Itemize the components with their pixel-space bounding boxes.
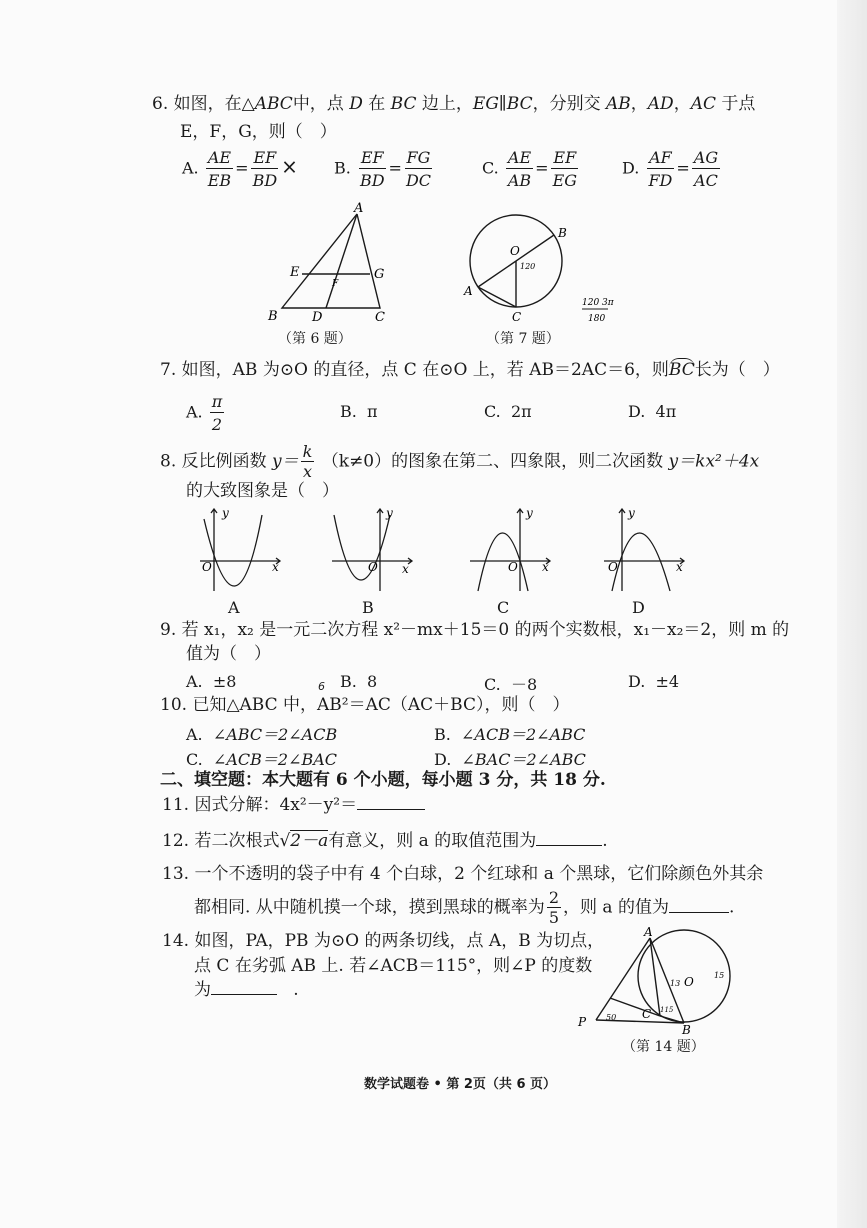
sqrt-icon: √: [279, 831, 291, 851]
svg-text:x: x: [542, 560, 549, 574]
cross-mark-icon: ×: [281, 154, 298, 179]
q8-stem-line1: 8. 反比例函数 y＝ $\frac{k}{x}$ （k≠0）的图象在第二、四象限，则二次函数 y＝kx²＋4x: [160, 442, 760, 481]
q8-stem-line2: 的大致图象是（ ）: [186, 481, 339, 501]
fig14-label-c: C: [642, 1007, 652, 1021]
q6-option-b[interactable]: B. $\frac{EF}{BD}$ = $\frac{FG}{DC}$: [334, 148, 432, 190]
fig7-label-o: O: [510, 244, 520, 258]
q8-graph-a-label: A: [228, 598, 240, 617]
fig6-label-g: G: [374, 267, 385, 282]
q11-stem: 11. 因式分解：4x²－y²＝: [162, 797, 425, 814]
q8-graph-a[interactable]: [196, 505, 286, 595]
fig6-label-c: C: [375, 310, 385, 325]
fig6-caption: （第 6 题）: [278, 331, 352, 347]
q10-option-b[interactable]: B. ∠ACB＝2∠ABC: [434, 725, 586, 744]
q9-stem-line2: 值为（ ）: [186, 644, 271, 664]
q10-stem: 10. 已知△ABC 中，AB²＝AC（AC＋BC），则（ ）: [160, 695, 570, 715]
svg-text:O: O: [368, 560, 378, 574]
svg-text:O: O: [202, 560, 212, 574]
fig7-label-b: B: [558, 226, 567, 240]
fig7-handnote-2: 180: [588, 314, 606, 324]
q8-graph-b[interactable]: [328, 505, 418, 595]
svg-text:y: y: [222, 506, 229, 520]
q8-graph-d[interactable]: [600, 505, 690, 595]
fig14-label-p: P: [578, 1015, 587, 1029]
q7-stem: 7. 如图，AB 为⊙O 的直径，点 C 在⊙O 上，若 AB＝2AC＝6，则BC长为（ ）: [160, 360, 780, 380]
q14-stem-line3: 为 .: [194, 980, 299, 1000]
q14-stem-line2: 点 C 在劣弧 AB 上. 若∠ACB＝115°，则∠P 的度数: [194, 956, 593, 976]
fig14-label-o: O: [684, 975, 694, 989]
figure-14-tangents: [574, 926, 754, 1036]
fig7-label-c: C: [512, 310, 522, 324]
q9-option-c[interactable]: C. －8: [484, 675, 538, 694]
fig6-label-e: E: [290, 265, 300, 280]
q6-stem-line2: E，F，G，则（ ）: [180, 122, 337, 142]
q10-handnote: 6: [318, 680, 325, 693]
q8-graph-b-label: B: [362, 598, 374, 617]
q13-stem-line2: 都相同. 从中随机摸一个球，摸到黑球的概率为 $\frac{2}{5}$ ，则 a 的值为 .: [194, 888, 735, 927]
figure-7-circle: [460, 205, 640, 330]
fig7-handnote-1: 120 3π: [582, 298, 614, 308]
q9-option-b[interactable]: B. 8: [340, 672, 378, 691]
svg-text:x: x: [402, 562, 409, 576]
q10-option-c[interactable]: C. ∠ACB＝2∠BAC: [186, 750, 338, 769]
q13-answer-blank[interactable]: [669, 912, 729, 913]
q12-stem: 12. 若二次根式√2－a有意义，则 a 的取值范围为 .: [162, 831, 608, 851]
q7-option-a[interactable]: A. $\frac{\pi}{2}$: [186, 392, 223, 434]
q6-stem-line1: 6. 如图，在△ABC中，点 D 在 BC 边上，EG∥BC，分别交 AB，AD，AC 于点: [152, 94, 756, 114]
svg-text:y: y: [526, 506, 533, 520]
q7-option-c[interactable]: C. 2π: [484, 402, 532, 421]
svg-text:y: y: [386, 506, 393, 520]
fig6-label-b: B: [268, 309, 278, 324]
q14-stem-line1: 14. 如图，PA，PB 为⊙O 的两条切线，点 A，B 为切点，: [162, 931, 605, 951]
svg-text:15: 15: [714, 971, 725, 980]
fig6-label-a: A: [354, 201, 364, 216]
svg-text:x: x: [272, 560, 279, 574]
fig6-label-d: D: [312, 310, 323, 325]
fig7-angle-note: 120: [520, 262, 536, 271]
svg-text:O: O: [508, 560, 518, 574]
q10-option-d[interactable]: D. ∠BAC＝2∠ABC: [434, 750, 586, 769]
page-edge-shadow: [837, 0, 867, 1228]
svg-text:O: O: [608, 560, 618, 574]
q9-stem-line1: 9. 若 x₁，x₂ 是一元二次方程 x²－mx＋15＝0 的两个实数根，x₁－x₂＝2，则 m 的: [160, 620, 790, 640]
section-2-title: 二、填空题：本大题有 6 个小题，每小题 3 分，共 18 分.: [160, 770, 606, 790]
fig7-label-a: A: [464, 284, 473, 298]
fig14-label-a: A: [644, 926, 653, 939]
q8-graph-c-label: C: [497, 598, 510, 617]
svg-text:x: x: [676, 560, 683, 574]
svg-text:13: 13: [670, 979, 681, 988]
q12-answer-blank[interactable]: [536, 845, 602, 846]
q7-option-b[interactable]: B. π: [340, 402, 378, 421]
svg-text:y: y: [628, 506, 635, 520]
q14-answer-blank[interactable]: [211, 994, 277, 995]
q7-option-d[interactable]: D. 4π: [628, 402, 677, 421]
fig6-label-f: F: [332, 279, 339, 289]
q8-graph-c[interactable]: [466, 505, 556, 595]
q6-option-a[interactable]: A. $\frac{AE}{EB}$ = $\frac{EF}{BD}$ ×: [182, 148, 298, 190]
q10-option-a[interactable]: A. ∠ABC＝2∠ACB: [186, 725, 338, 744]
fig7-caption: （第 7 题）: [486, 331, 560, 347]
q13-stem-line1: 13. 一个不透明的袋子中有 4 个白球，2 个红球和 a 个黑球，它们除颜色外其余: [162, 864, 764, 884]
q9-option-a[interactable]: A. ±8: [186, 672, 237, 691]
q9-option-d[interactable]: D. ±4: [628, 672, 680, 691]
q11-answer-blank[interactable]: [357, 809, 425, 810]
page-footer: 数学试题卷 • 第 2页（共 6 页）: [364, 1077, 557, 1092]
svg-text:50: 50: [606, 1013, 617, 1022]
q6-option-d[interactable]: D. $\frac{AF}{FD}$ = $\frac{AG}{AC}$: [622, 148, 719, 190]
arc-bc: BC: [668, 360, 695, 380]
figure-6-triangle: [262, 200, 402, 330]
fig14-label-b: B: [682, 1023, 691, 1036]
q8-graph-d-label: D: [632, 598, 645, 617]
fig14-caption: （第 14 题）: [622, 1039, 705, 1055]
svg-text:115: 115: [660, 1006, 674, 1014]
q6-option-c[interactable]: C. $\frac{AE}{AB}$ = $\frac{EF}{EG}$: [482, 148, 578, 190]
